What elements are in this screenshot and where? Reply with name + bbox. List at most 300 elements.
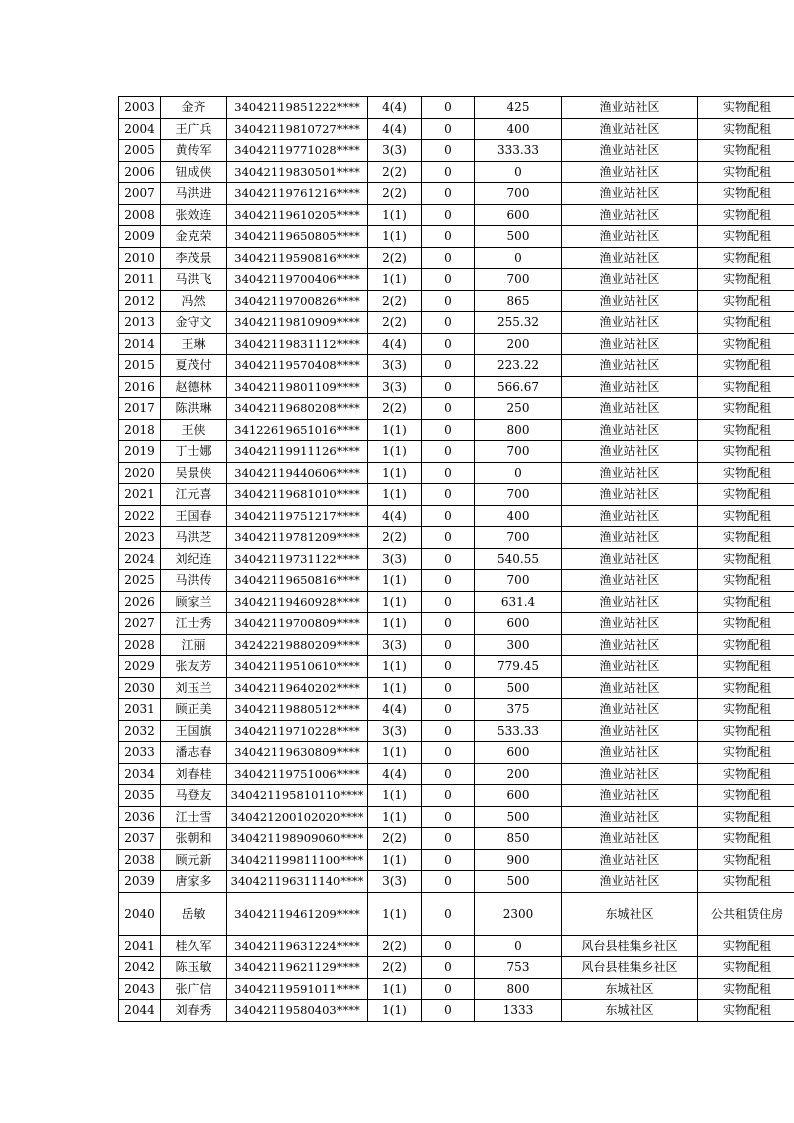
name-cell: 江丽: [161, 634, 227, 656]
household-size-cell: 1(1): [368, 677, 422, 699]
amount-cell: 800: [475, 419, 562, 441]
community-cell: 渔业站社区: [562, 118, 698, 140]
count-cell: 0: [422, 1000, 475, 1022]
amount-cell: 700: [475, 269, 562, 291]
allocation-type-cell: 实物配租: [698, 699, 794, 721]
amount-cell: 400: [475, 118, 562, 140]
amount-cell: 600: [475, 742, 562, 764]
table-row: [119, 763, 794, 785]
household-size-cell: 1(1): [368, 204, 422, 226]
id-number-cell: 34042119851222****: [227, 97, 368, 119]
household-size-cell: 4(4): [368, 333, 422, 355]
name-cell: 顾元新: [161, 849, 227, 871]
name-cell: 赵德林: [161, 376, 227, 398]
community-cell: 渔业站社区: [562, 656, 698, 678]
id-number-cell: 34042119781209****: [227, 527, 368, 549]
household-size-cell: 1(1): [368, 806, 422, 828]
name-cell: 马洪芝: [161, 527, 227, 549]
name-cell: 金克荣: [161, 226, 227, 248]
table-row: [119, 290, 794, 312]
id-number-cell: 34042119700809****: [227, 613, 368, 635]
id-number-cell: 34042119680208****: [227, 398, 368, 420]
amount-cell: 333.33: [475, 140, 562, 162]
allocation-type-cell: 实物配租: [698, 742, 794, 764]
household-size-cell: 4(4): [368, 97, 422, 119]
serial-number-cell: 2012: [119, 290, 161, 312]
id-number-cell: 34042119911126****: [227, 441, 368, 463]
community-cell: 渔业站社区: [562, 333, 698, 355]
name-cell: 王国春: [161, 505, 227, 527]
id-number-cell: 340421199811100****: [227, 849, 368, 871]
amount-cell: 779.45: [475, 656, 562, 678]
name-cell: 刘玉兰: [161, 677, 227, 699]
id-number-cell: 34042119681010****: [227, 484, 368, 506]
serial-number-cell: 2024: [119, 548, 161, 570]
community-cell: 渔业站社区: [562, 269, 698, 291]
serial-number-cell: 2003: [119, 97, 161, 119]
serial-number-cell: 2020: [119, 462, 161, 484]
allocation-type-cell: 实物配租: [698, 828, 794, 850]
amount-cell: 0: [475, 247, 562, 269]
allocation-type-cell: 实物配租: [698, 312, 794, 334]
allocation-type-cell: 实物配租: [698, 118, 794, 140]
serial-number-cell: 2038: [119, 849, 161, 871]
household-size-cell: 2(2): [368, 312, 422, 334]
id-number-cell: 34042119830501****: [227, 161, 368, 183]
amount-cell: 800: [475, 978, 562, 1000]
table-row: [119, 806, 794, 828]
name-cell: 张友芳: [161, 656, 227, 678]
table-row: [119, 699, 794, 721]
amount-cell: 0: [475, 161, 562, 183]
household-size-cell: 4(4): [368, 505, 422, 527]
allocation-type-cell: 实物配租: [698, 978, 794, 1000]
household-size-cell: 4(4): [368, 699, 422, 721]
name-cell: 张效连: [161, 204, 227, 226]
id-number-cell: 34042119591011****: [227, 978, 368, 1000]
community-cell: 渔业站社区: [562, 763, 698, 785]
amount-cell: 223.22: [475, 355, 562, 377]
name-cell: 江士秀: [161, 613, 227, 635]
name-cell: 刘春桂: [161, 763, 227, 785]
amount-cell: 600: [475, 204, 562, 226]
count-cell: 0: [422, 656, 475, 678]
name-cell: 潘志春: [161, 742, 227, 764]
name-cell: 江元喜: [161, 484, 227, 506]
id-number-cell: 340421200102020****: [227, 806, 368, 828]
id-number-cell: 340421196311140****: [227, 871, 368, 893]
serial-number-cell: 2026: [119, 591, 161, 613]
table-row: [119, 204, 794, 226]
name-cell: 丁士娜: [161, 441, 227, 463]
community-cell: 渔业站社区: [562, 140, 698, 162]
allocation-type-cell: 实物配租: [698, 1000, 794, 1022]
id-number-cell: 34042119570408****: [227, 355, 368, 377]
amount-cell: 700: [475, 570, 562, 592]
id-number-cell: 34042119580403****: [227, 1000, 368, 1022]
amount-cell: 300: [475, 634, 562, 656]
count-cell: 0: [422, 828, 475, 850]
serial-number-cell: 2036: [119, 806, 161, 828]
id-number-cell: 34042119761216****: [227, 183, 368, 205]
household-size-cell: 1(1): [368, 978, 422, 1000]
serial-number-cell: 2035: [119, 785, 161, 807]
table-row: [119, 183, 794, 205]
count-cell: 0: [422, 978, 475, 1000]
serial-number-cell: 2017: [119, 398, 161, 420]
community-cell: 渔业站社区: [562, 849, 698, 871]
amount-cell: 250: [475, 398, 562, 420]
table-row: [119, 376, 794, 398]
household-size-cell: 1(1): [368, 613, 422, 635]
community-cell: 渔业站社区: [562, 398, 698, 420]
id-number-cell: 34042119610205****: [227, 204, 368, 226]
amount-cell: 900: [475, 849, 562, 871]
allocation-type-cell: 实物配租: [698, 355, 794, 377]
table-row: [119, 720, 794, 742]
allocation-type-cell: 实物配租: [698, 763, 794, 785]
amount-cell: 631.4: [475, 591, 562, 613]
table-row: [119, 871, 794, 893]
name-cell: 钮成侠: [161, 161, 227, 183]
serial-number-cell: 2011: [119, 269, 161, 291]
name-cell: 桂久军: [161, 935, 227, 957]
count-cell: 0: [422, 97, 475, 119]
table-row: [119, 634, 794, 656]
allocation-type-cell: 实物配租: [698, 720, 794, 742]
count-cell: 0: [422, 204, 475, 226]
allocation-type-cell: 实物配租: [698, 849, 794, 871]
count-cell: 0: [422, 849, 475, 871]
table-row: [119, 785, 794, 807]
table-row: [119, 849, 794, 871]
count-cell: 0: [422, 333, 475, 355]
table-row: [119, 677, 794, 699]
id-number-cell: 34042119710228****: [227, 720, 368, 742]
serial-number-cell: 2006: [119, 161, 161, 183]
id-number-cell: 34042119510610****: [227, 656, 368, 678]
count-cell: 0: [422, 441, 475, 463]
allocation-type-cell: 实物配租: [698, 505, 794, 527]
table-row: [119, 484, 794, 506]
allocation-type-cell: 实物配租: [698, 290, 794, 312]
name-cell: 夏茂付: [161, 355, 227, 377]
household-size-cell: 3(3): [368, 634, 422, 656]
table-row: [119, 1000, 794, 1022]
serial-number-cell: 2019: [119, 441, 161, 463]
household-size-cell: 2(2): [368, 398, 422, 420]
table-row: [119, 247, 794, 269]
name-cell: 王侠: [161, 419, 227, 441]
amount-cell: 753: [475, 957, 562, 979]
count-cell: 0: [422, 226, 475, 248]
amount-cell: 0: [475, 462, 562, 484]
household-size-cell: 3(3): [368, 548, 422, 570]
id-number-cell: 34042119831112****: [227, 333, 368, 355]
count-cell: 0: [422, 419, 475, 441]
count-cell: 0: [422, 634, 475, 656]
household-size-cell: 1(1): [368, 892, 422, 935]
table-row: [119, 97, 794, 119]
community-cell: 渔业站社区: [562, 505, 698, 527]
name-cell: 陈玉敏: [161, 957, 227, 979]
community-cell: 渔业站社区: [562, 376, 698, 398]
community-cell: 渔业站社区: [562, 699, 698, 721]
amount-cell: 500: [475, 226, 562, 248]
count-cell: 0: [422, 806, 475, 828]
community-cell: 渔业站社区: [562, 441, 698, 463]
household-size-cell: 2(2): [368, 828, 422, 850]
household-size-cell: 2(2): [368, 957, 422, 979]
name-cell: 冯然: [161, 290, 227, 312]
amount-cell: 700: [475, 484, 562, 506]
id-number-cell: 34042119630809****: [227, 742, 368, 764]
serial-number-cell: 2022: [119, 505, 161, 527]
id-number-cell: 34042119640202****: [227, 677, 368, 699]
allocation-type-cell: 实物配租: [698, 527, 794, 549]
count-cell: 0: [422, 140, 475, 162]
household-size-cell: 1(1): [368, 656, 422, 678]
table-row: [119, 226, 794, 248]
table-row: [119, 140, 794, 162]
amount-cell: 400: [475, 505, 562, 527]
allocation-type-cell: 实物配租: [698, 871, 794, 893]
community-cell: 渔业站社区: [562, 742, 698, 764]
allocation-type-cell: 公共租赁住房: [698, 892, 794, 935]
community-cell: 风台县桂集乡社区: [562, 935, 698, 957]
allocation-type-cell: 实物配租: [698, 591, 794, 613]
id-number-cell: 34042119731122****: [227, 548, 368, 570]
id-number-cell: 34122619651016****: [227, 419, 368, 441]
amount-cell: 533.33: [475, 720, 562, 742]
id-number-cell: 34042119440606****: [227, 462, 368, 484]
household-size-cell: 4(4): [368, 763, 422, 785]
amount-cell: 255.32: [475, 312, 562, 334]
amount-cell: 600: [475, 785, 562, 807]
serial-number-cell: 2041: [119, 935, 161, 957]
name-cell: 王广兵: [161, 118, 227, 140]
community-cell: 渔业站社区: [562, 462, 698, 484]
allocation-type-cell: 实物配租: [698, 548, 794, 570]
id-number-cell: 34042119880512****: [227, 699, 368, 721]
name-cell: 金守文: [161, 312, 227, 334]
amount-cell: 375: [475, 699, 562, 721]
table-row: [119, 978, 794, 1000]
household-size-cell: 2(2): [368, 161, 422, 183]
name-cell: 王国旗: [161, 720, 227, 742]
name-cell: 吴景侠: [161, 462, 227, 484]
count-cell: 0: [422, 785, 475, 807]
serial-number-cell: 2029: [119, 656, 161, 678]
serial-number-cell: 2031: [119, 699, 161, 721]
community-cell: 渔业站社区: [562, 785, 698, 807]
table-row: [119, 527, 794, 549]
id-number-cell: 34042119590816****: [227, 247, 368, 269]
serial-number-cell: 2010: [119, 247, 161, 269]
allocation-type-cell: 实物配租: [698, 140, 794, 162]
amount-cell: 700: [475, 441, 562, 463]
amount-cell: 500: [475, 871, 562, 893]
allocation-type-cell: 实物配租: [698, 269, 794, 291]
count-cell: 0: [422, 613, 475, 635]
household-size-cell: 1(1): [368, 570, 422, 592]
community-cell: 渔业站社区: [562, 828, 698, 850]
allocation-type-cell: 实物配租: [698, 677, 794, 699]
serial-number-cell: 2014: [119, 333, 161, 355]
serial-number-cell: 2008: [119, 204, 161, 226]
id-number-cell: 340421198909060****: [227, 828, 368, 850]
household-size-cell: 2(2): [368, 183, 422, 205]
serial-number-cell: 2032: [119, 720, 161, 742]
count-cell: 0: [422, 376, 475, 398]
serial-number-cell: 2039: [119, 871, 161, 893]
allocation-type-cell: 实物配租: [698, 97, 794, 119]
serial-number-cell: 2037: [119, 828, 161, 850]
count-cell: 0: [422, 677, 475, 699]
table-row: [119, 613, 794, 635]
community-cell: 渔业站社区: [562, 720, 698, 742]
id-number-cell: 34042119771028****: [227, 140, 368, 162]
table-row: [119, 742, 794, 764]
community-cell: 渔业站社区: [562, 419, 698, 441]
community-cell: 渔业站社区: [562, 677, 698, 699]
household-size-cell: 1(1): [368, 1000, 422, 1022]
amount-cell: 500: [475, 677, 562, 699]
name-cell: 马洪进: [161, 183, 227, 205]
table-row: [119, 591, 794, 613]
community-cell: 渔业站社区: [562, 484, 698, 506]
community-cell: 东城社区: [562, 892, 698, 935]
table-row: [119, 441, 794, 463]
community-cell: 渔业站社区: [562, 634, 698, 656]
serial-number-cell: 2043: [119, 978, 161, 1000]
community-cell: 渔业站社区: [562, 355, 698, 377]
name-cell: 唐家多: [161, 871, 227, 893]
community-cell: 渔业站社区: [562, 161, 698, 183]
household-size-cell: 1(1): [368, 785, 422, 807]
serial-number-cell: 2005: [119, 140, 161, 162]
count-cell: 0: [422, 290, 475, 312]
name-cell: 黄传军: [161, 140, 227, 162]
id-number-cell: 34042119751217****: [227, 505, 368, 527]
serial-number-cell: 2040: [119, 892, 161, 935]
count-cell: 0: [422, 398, 475, 420]
amount-cell: 865: [475, 290, 562, 312]
serial-number-cell: 2034: [119, 763, 161, 785]
name-cell: 张朝和: [161, 828, 227, 850]
name-cell: 顾正美: [161, 699, 227, 721]
household-size-cell: 3(3): [368, 871, 422, 893]
allocation-type-cell: 实物配租: [698, 785, 794, 807]
household-size-cell: 3(3): [368, 140, 422, 162]
household-size-cell: 2(2): [368, 247, 422, 269]
household-size-cell: 3(3): [368, 720, 422, 742]
name-cell: 张广信: [161, 978, 227, 1000]
name-cell: 李茂景: [161, 247, 227, 269]
household-size-cell: 4(4): [368, 118, 422, 140]
count-cell: 0: [422, 935, 475, 957]
amount-cell: 2300: [475, 892, 562, 935]
table-row: [119, 892, 794, 935]
serial-number-cell: 2021: [119, 484, 161, 506]
table-row: [119, 505, 794, 527]
community-cell: 渔业站社区: [562, 806, 698, 828]
community-cell: 渔业站社区: [562, 613, 698, 635]
name-cell: 岳敏: [161, 892, 227, 935]
amount-cell: 200: [475, 333, 562, 355]
serial-number-cell: 2028: [119, 634, 161, 656]
household-size-cell: 1(1): [368, 226, 422, 248]
household-size-cell: 1(1): [368, 441, 422, 463]
community-cell: 渔业站社区: [562, 290, 698, 312]
name-cell: 江士雪: [161, 806, 227, 828]
name-cell: 马洪飞: [161, 269, 227, 291]
community-cell: 渔业站社区: [562, 247, 698, 269]
table-row: [119, 355, 794, 377]
amount-cell: 425: [475, 97, 562, 119]
name-cell: 金齐: [161, 97, 227, 119]
community-cell: 渔业站社区: [562, 570, 698, 592]
household-size-cell: 2(2): [368, 935, 422, 957]
household-size-cell: 1(1): [368, 849, 422, 871]
amount-cell: 540.55: [475, 548, 562, 570]
table-row: [119, 333, 794, 355]
count-cell: 0: [422, 570, 475, 592]
count-cell: 0: [422, 247, 475, 269]
count-cell: 0: [422, 763, 475, 785]
allocation-type-cell: 实物配租: [698, 226, 794, 248]
amount-cell: 1333: [475, 1000, 562, 1022]
serial-number-cell: 2023: [119, 527, 161, 549]
amount-cell: 500: [475, 806, 562, 828]
name-cell: 马洪传: [161, 570, 227, 592]
serial-number-cell: 2015: [119, 355, 161, 377]
table-row: [119, 398, 794, 420]
allocation-type-cell: 实物配租: [698, 247, 794, 269]
table-row: [119, 570, 794, 592]
id-number-cell: 34042119810909****: [227, 312, 368, 334]
table-row: [119, 828, 794, 850]
amount-cell: 0: [475, 935, 562, 957]
community-cell: 渔业站社区: [562, 871, 698, 893]
serial-number-cell: 2027: [119, 613, 161, 635]
allocation-type-cell: 实物配租: [698, 398, 794, 420]
allocation-type-cell: 实物配租: [698, 484, 794, 506]
count-cell: 0: [422, 957, 475, 979]
allocation-type-cell: 实物配租: [698, 376, 794, 398]
table-row: [119, 118, 794, 140]
allocation-type-cell: 实物配租: [698, 419, 794, 441]
count-cell: 0: [422, 484, 475, 506]
table-body: [119, 97, 794, 1022]
amount-cell: 700: [475, 527, 562, 549]
table-row: [119, 269, 794, 291]
table-row: [119, 161, 794, 183]
allocation-type-cell: 实物配租: [698, 613, 794, 635]
serial-number-cell: 2025: [119, 570, 161, 592]
allocation-type-cell: 实物配租: [698, 462, 794, 484]
count-cell: 0: [422, 355, 475, 377]
count-cell: 0: [422, 183, 475, 205]
community-cell: 渔业站社区: [562, 527, 698, 549]
allocation-type-cell: 实物配租: [698, 634, 794, 656]
serial-number-cell: 2042: [119, 957, 161, 979]
id-number-cell: 34042119461209****: [227, 892, 368, 935]
allocation-type-cell: 实物配租: [698, 806, 794, 828]
count-cell: 0: [422, 312, 475, 334]
count-cell: 0: [422, 462, 475, 484]
household-size-cell: 2(2): [368, 290, 422, 312]
